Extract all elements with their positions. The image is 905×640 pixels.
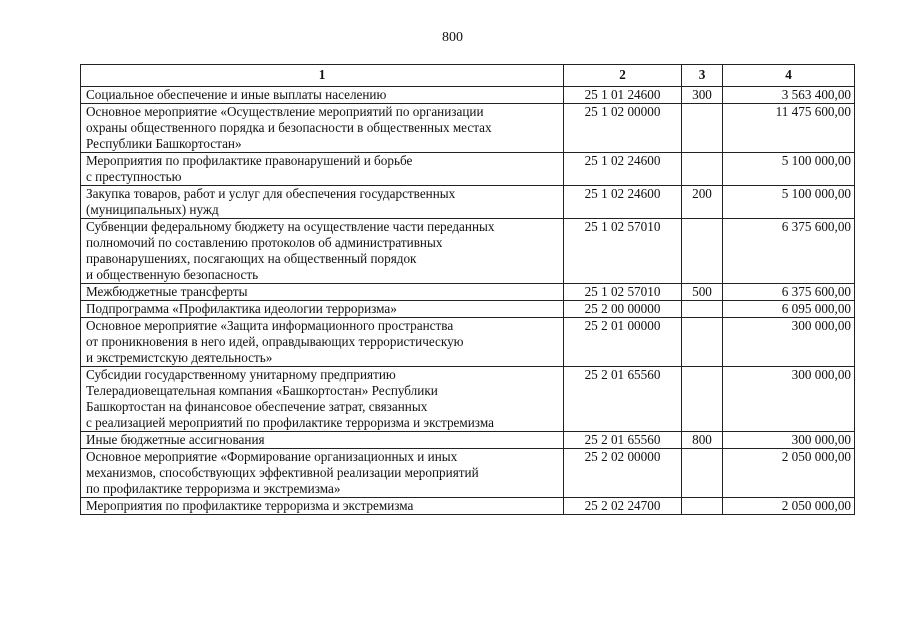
row-name-line: по профилактике терроризма и экстремизма» bbox=[86, 481, 341, 496]
table-row bbox=[81, 104, 855, 153]
row-code-cell: 25 2 02 24700 bbox=[564, 498, 682, 515]
row-type-cell bbox=[682, 318, 723, 367]
row-amount-cell: 5 100 000,00 bbox=[723, 186, 855, 219]
column-header-1: 1 bbox=[81, 65, 564, 87]
row-type-cell: 200 bbox=[682, 186, 723, 219]
row-type-cell: 800 bbox=[682, 432, 723, 449]
row-name-line: полномочий по составлению протоколов об административных bbox=[86, 235, 443, 250]
row-name-line: Основное мероприятие «Формирование организационных и иных bbox=[86, 449, 458, 464]
table-row bbox=[81, 449, 855, 498]
row-amount-cell: 2 050 000,00 bbox=[723, 498, 855, 515]
row-amount-cell: 6 375 600,00 bbox=[723, 219, 855, 284]
row-name-line: Иные бюджетные ассигнования bbox=[86, 432, 265, 447]
row-name-line: Межбюджетные трансферты bbox=[86, 284, 248, 299]
row-name-line: Мероприятия по профилактике правонарушений и борьбе bbox=[86, 153, 413, 168]
row-name-cell bbox=[81, 367, 564, 432]
row-name-line: и экстремистскую деятельность» bbox=[86, 350, 273, 365]
row-name-line: Мероприятия по профилактике терроризма и экстремизма bbox=[86, 498, 414, 513]
row-amount-cell: 300 000,00 bbox=[723, 367, 855, 432]
row-name-line: Субвенции федеральному бюджету на осуществление части переданных bbox=[86, 219, 495, 234]
table-row bbox=[81, 87, 855, 104]
table-header-row bbox=[81, 65, 855, 87]
row-type-cell bbox=[682, 104, 723, 153]
row-name-cell bbox=[81, 432, 564, 449]
row-type-cell: 500 bbox=[682, 284, 723, 301]
table-row bbox=[81, 219, 855, 284]
row-type-cell bbox=[682, 498, 723, 515]
row-name-line: Основное мероприятие «Защита информационного пространства bbox=[86, 318, 454, 333]
row-amount-cell: 6 375 600,00 bbox=[723, 284, 855, 301]
row-code-cell: 25 2 01 65560 bbox=[564, 432, 682, 449]
row-name-line: (муниципальных) нужд bbox=[86, 202, 219, 217]
budget-table bbox=[80, 64, 855, 515]
row-code-cell: 25 1 02 57010 bbox=[564, 284, 682, 301]
row-name-line: и общественную безопасность bbox=[86, 267, 259, 282]
table-row bbox=[81, 153, 855, 186]
table-row bbox=[81, 301, 855, 318]
row-code-cell: 25 2 01 65560 bbox=[564, 367, 682, 432]
row-name-cell bbox=[81, 301, 564, 318]
row-name-line: Башкортостан на финансовое обеспечение затрат, связанных bbox=[86, 399, 428, 414]
row-name-cell bbox=[81, 186, 564, 219]
table-body bbox=[81, 87, 855, 515]
row-code-cell: 25 2 00 00000 bbox=[564, 301, 682, 318]
row-amount-cell: 11 475 600,00 bbox=[723, 104, 855, 153]
row-type-cell bbox=[682, 367, 723, 432]
row-name-cell bbox=[81, 318, 564, 367]
table-row bbox=[81, 498, 855, 515]
table-row bbox=[81, 432, 855, 449]
row-type-cell bbox=[682, 301, 723, 318]
row-name-cell bbox=[81, 449, 564, 498]
row-name-line: Субсидии государственному унитарному предприятию bbox=[86, 367, 396, 382]
row-amount-cell: 6 095 000,00 bbox=[723, 301, 855, 318]
row-name-cell bbox=[81, 498, 564, 515]
row-amount-cell: 300 000,00 bbox=[723, 318, 855, 367]
row-code-cell: 25 1 02 24600 bbox=[564, 186, 682, 219]
row-code-cell: 25 1 02 57010 bbox=[564, 219, 682, 284]
row-name-cell bbox=[81, 219, 564, 284]
row-code-cell: 25 1 02 24600 bbox=[564, 153, 682, 186]
row-type-cell bbox=[682, 153, 723, 186]
table-row bbox=[81, 367, 855, 432]
column-header-3: 3 bbox=[682, 65, 723, 87]
row-code-cell: 25 2 01 00000 bbox=[564, 318, 682, 367]
row-name-line: механизмов, способствующих эффективной реализации мероприятий bbox=[86, 465, 479, 480]
row-amount-cell: 2 050 000,00 bbox=[723, 449, 855, 498]
row-name-line: правонарушениях, посягающих на общественный порядок bbox=[86, 251, 417, 266]
page-number: 800 bbox=[442, 30, 463, 45]
row-amount-cell: 5 100 000,00 bbox=[723, 153, 855, 186]
column-header-4: 4 bbox=[723, 65, 855, 87]
row-name-cell bbox=[81, 104, 564, 153]
row-name-line: Социальное обеспечение и иные выплаты населению bbox=[86, 87, 387, 102]
row-code-cell: 25 1 02 00000 bbox=[564, 104, 682, 153]
row-name-line: Закупка товаров, работ и услуг для обеспечения государственных bbox=[86, 186, 456, 201]
row-name-line: Республики Башкортостан» bbox=[86, 136, 242, 151]
table-row bbox=[81, 318, 855, 367]
row-name-line: Телерадиовещательная компания «Башкортостан» Республики bbox=[86, 383, 438, 398]
row-name-cell bbox=[81, 284, 564, 301]
row-type-cell: 300 bbox=[682, 87, 723, 104]
column-header-2: 2 bbox=[564, 65, 682, 87]
row-code-cell: 25 2 02 00000 bbox=[564, 449, 682, 498]
row-name-line: с преступностью bbox=[86, 169, 182, 184]
row-name-line: охраны общественного порядка и безопасности в общественных местах bbox=[86, 120, 492, 135]
table-row bbox=[81, 186, 855, 219]
row-name-cell bbox=[81, 87, 564, 104]
row-name-line: Подпрограмма «Профилактика идеологии терроризма» bbox=[86, 301, 397, 316]
row-name-line: Основное мероприятие «Осуществление мероприятий по организации bbox=[86, 104, 484, 119]
row-name-cell bbox=[81, 153, 564, 186]
row-code-cell: 25 1 01 24600 bbox=[564, 87, 682, 104]
row-type-cell bbox=[682, 449, 723, 498]
row-type-cell bbox=[682, 219, 723, 284]
row-name-line: от проникновения в него идей, оправдывающих террористическую bbox=[86, 334, 464, 349]
row-name-line: с реализацией мероприятий по профилактике терроризма и экстремизма bbox=[86, 415, 494, 430]
row-amount-cell: 3 563 400,00 bbox=[723, 87, 855, 104]
row-amount-cell: 300 000,00 bbox=[723, 432, 855, 449]
table-row bbox=[81, 284, 855, 301]
